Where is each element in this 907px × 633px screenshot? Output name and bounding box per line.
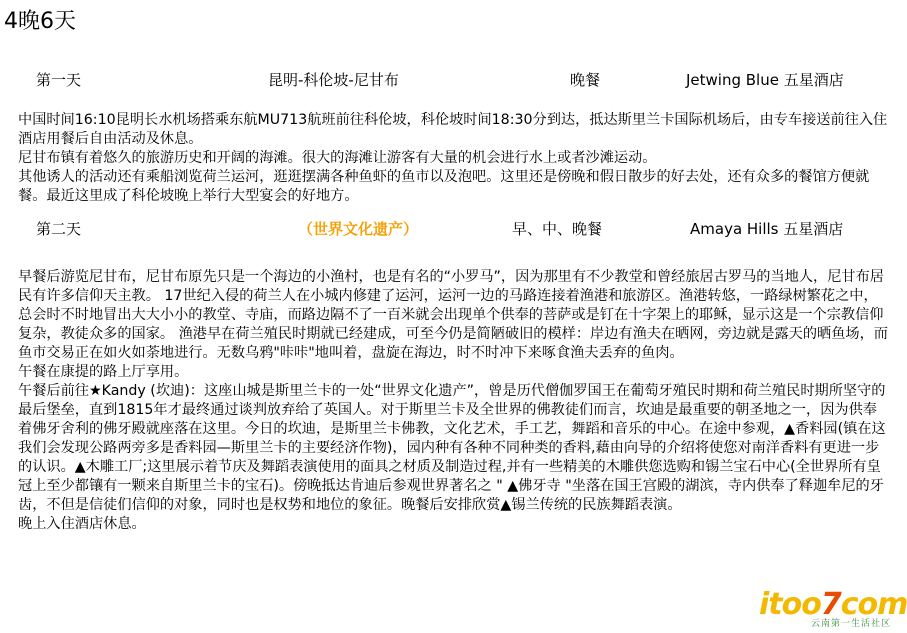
- day1-description: [18, 111, 890, 206]
- day1-paragraph: 中国时间16:10昆明长水机场搭乘东航MU713航班前往科伦坡，科伦坡时间18:30分到达，抵达斯里兰卡国际机场后，由专车接送前往入住酒店用餐后自由活动及休息。: [18, 112, 888, 147]
- day2-description: [18, 268, 890, 534]
- day1-header-row: [0, 68, 895, 92]
- day2-paragraph: 午餐后前往★Kandy (坎迪)：这座山城是斯里兰卡的一处“世界文化遗产”，曾是历代僧伽罗国王在葡萄牙殖民时期和荷兰殖民时期所坚守的最后堡垒，直到1815年才最终通过谈判放弃给了英国人。对于斯里兰卡及全世界的佛教徒们而言，坎迪是最重要的朝圣地之一，因为供奉着佛牙舍利的佛牙殿就座落在这里。今日的坎迪，是斯里兰卡佛教，文化艺术，手工艺，舞蹈和音乐的中心。在途中参观，▲香料园(镇在这我们会发现公路两旁多是香料园—斯里兰卡的主要经济作物)，园内种有各种不同种类的香料,藉由向导的介绍将使您对南洋香料有更进一步的认识。▲木雕工厂;这里展示着节庆及舞蹈表演使用的面具之材质及制造过程,并有一些精美的木雕供您选购和锡兰宝石中心(全世界所有皇冠上至少都镶有一颗来自斯里兰卡的宝石)。傍晚抵达肯迪后参观世界著名之 " ▲佛牙寺 "坐落在国王宫殿的湖滨，寺内供奉了释迦牟尼的牙齿，不但是信徒们信仰的对象，同时也是权势和地位的象征。晚餐后安排欣赏▲锡兰传统的民族舞蹈表演。: [18, 383, 886, 513]
- watermark-tagline: 云南第一生活社区: [810, 619, 891, 629]
- day2-route-heritage: （世界文化遗产）: [298, 220, 419, 238]
- day2-hotel: Amaya Hills 五星酒店: [690, 220, 844, 238]
- day1-paragraph: 其他诱人的活动还有乘船浏览荷兰运河，逛逛摆满各种鱼虾的鱼市以及泡吧。这里还是傍晚和假日散步的好去处，还有众多的餐馆方便就餐。最近这里成了科伦坡晚上举行大型宴会的好地方。: [18, 169, 870, 204]
- watermark-wordmark: itoo7com: [759, 587, 907, 622]
- day2-paragraph: 晚上入住酒店休息。: [18, 516, 146, 532]
- day1-label: 第一天: [36, 71, 82, 89]
- day1-hotel: Jetwing Blue 五星酒店: [686, 71, 844, 89]
- day2-paragraph: 午餐在康提的路上厅享用。: [18, 364, 189, 380]
- day1-paragraph: 尼甘布镇有着悠久的旅游历史和开阔的海滩。很大的海滩让游客有大量的机会进行水上或者沙滩运动。: [18, 150, 657, 166]
- day1-route: 昆明-科伦坡-尼甘布: [268, 71, 399, 89]
- page-title: 4晚6天: [4, 9, 76, 34]
- day1-meals: 晚餐: [570, 71, 601, 89]
- day2-header-row: [0, 217, 895, 241]
- day2-meals: 早、中、晚餐: [512, 220, 603, 238]
- day2-paragraph: 早餐后游览尼甘布，尼甘布原先只是一个海边的小渔村，也是有名的“小罗马”，因为那里有不少教堂和曾经旅居古罗马的当地人，尼甘布居民有许多信仰天主教。 17世纪入侵的荷兰人在小城内修建了运河，运河一边的马路连接着渔港和旅游区。渔港转悠，一路绿树繁花之中，总会时不时地冒出大大小小的教堂、寺庙，而路边隔不了一百米就会出现单个供奉的菩萨或是钉在十字架上的耶稣，显示这是一个宗教信仰复杂，教徒众多的国家。 渔港早在荷兰殖民时期就已经建成，可至今仍是简陋破旧的模样：岸边有渔夫在晒网，旁边就是露天的晒鱼场，而鱼市交易正在如火如荼地进行。无数乌鸦"咔咔"地叫着，盘旋在海边，时不时冲下来啄食渔夫丢弃的鱼肉。: [18, 269, 888, 361]
- day2-label: 第二天: [36, 220, 82, 238]
- site-watermark-logo: [759, 587, 907, 631]
